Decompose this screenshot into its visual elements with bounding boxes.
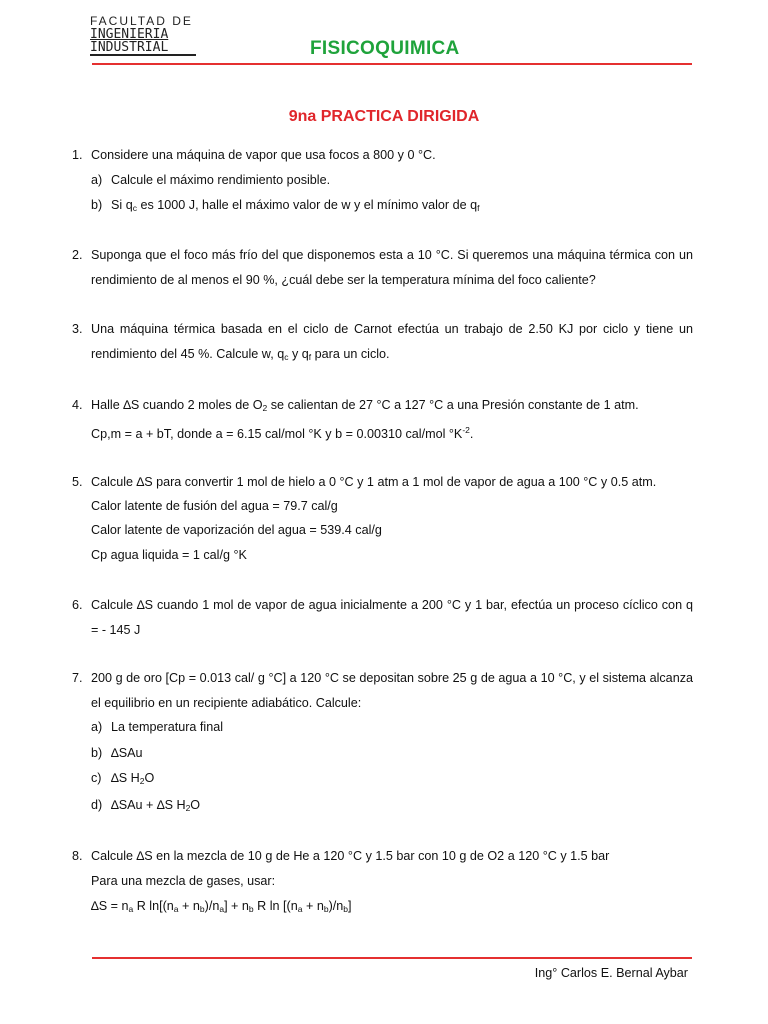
- q2-number: 2.: [72, 248, 83, 262]
- q1-b-text: Si $q_c$ es 1000 J, halle el máximo valor de w y el mínimo valor de $q_f$: [111, 198, 480, 213]
- q4-number: 4.: [72, 398, 83, 412]
- q7-line-2: el equilibrio en un recipiente adiabático. Calcule:: [91, 696, 362, 710]
- q7-d-label: d): [91, 798, 103, 812]
- logo-line-3: INDUSTRIAL: [90, 41, 196, 56]
- q7-b-text: ∆SAu: [111, 746, 143, 760]
- q7-d-text: ∆SAu + ∆S $H_2O$: [111, 798, 201, 813]
- q3-line-1: Una máquina térmica basada en el ciclo de Carnot efectúa un trabajo de 2.50 KJ por ciclo y tiene un: [91, 322, 693, 336]
- logo-line-1: FACULTAD DE: [90, 14, 193, 28]
- q5-number: 5.: [72, 475, 83, 489]
- practice-title: 9na PRACTICA DIRIGIDA: [288, 108, 480, 125]
- q1-a-text: Calcule el máximo rendimiento posible.: [111, 173, 331, 187]
- q3-number: 3.: [72, 322, 83, 336]
- logo-line-2: INGENIERIA: [90, 27, 169, 42]
- author-signature: Ing° Carlos E. Bernal Aybar: [534, 966, 688, 980]
- q7-a-text: La temperatura final: [111, 720, 224, 734]
- q4-line-1: Halle ∆S cuando 2 moles de $O_2$ se calientan de 27 °C a 127 °C a una Presión constante de 1 atm.: [91, 398, 639, 413]
- footer-rule: [92, 957, 692, 959]
- course-title: FISICOQUIMICA: [310, 38, 460, 59]
- q1-a-label: a): [91, 173, 103, 187]
- q7-line-1: 200 g de oro [Cp = 0.013 cal/ g °C] a 120 °C se depositan sobre 25 g de agua a 10 °C, y el sistema alcanza: [91, 671, 693, 685]
- q7-number: 7.: [72, 671, 83, 685]
- q4-line-2: Cp,m = a + bT, donde a = 6.15 cal/mol °K y b = 0.00310 cal/mol $^\circ K^{-2}$.: [91, 425, 474, 441]
- faculty-logo: [90, 14, 200, 58]
- q6-number: 6.: [72, 598, 83, 612]
- q3-line-2: rendimiento del 45 %. Calcule w, $q_c$ y $q_f$ para un ciclo.: [91, 347, 390, 362]
- q7-a-label: a): [91, 720, 103, 734]
- q5-line-2: Calor latente de fusión del agua = 79.7 cal/g: [91, 499, 338, 513]
- q8-line-1: Calcule ∆S en la mezcla de 10 g de He a 120 °C y 1.5 bar con 10 g de O2 a 120 °C y 1.5 bar: [91, 849, 610, 863]
- q8-formula: $\Delta S = n_a$ R $\ln[(n_a + n_b)/n_a] + n_b$ R $\ln [(n_a + n_b)/n_b]$: [91, 899, 352, 914]
- q8-number: 8.: [72, 849, 83, 863]
- q7-b-label: b): [91, 746, 103, 760]
- q1-number: 1.: [72, 148, 83, 162]
- q1-text: Considere una máquina de vapor que usa focos a 800 y 0 °C.: [91, 148, 436, 162]
- q5-line-4: Cp agua liquida = 1 cal/g °K: [91, 548, 247, 562]
- q5-line-1: Calcule ∆S para convertir 1 mol de hielo a 0 °C y 1 atm a 1 mol de vapor de agua a 100 °C y 0.5 atm.: [91, 475, 657, 489]
- q6-line-1: Calcule ∆S cuando 1 mol de vapor de agua inicialmente a 200 °C y 1 bar, efectúa un proceso cíclico con q: [91, 598, 693, 612]
- q5-line-3: Calor latente de vaporización del agua = 539.4 cal/g: [91, 523, 382, 537]
- q2-line-1: Suponga que el foco más frío del que disponemos esta a 10 °C. Si queremos una máquina térmica con un: [91, 248, 693, 262]
- q1-b-label: b): [91, 198, 103, 212]
- q8-line-2: Para una mezcla de gases, usar:: [91, 874, 276, 888]
- q7-c-label: c): [91, 771, 102, 785]
- header-rule: [92, 63, 692, 65]
- q7-c-text: ∆S $H_2O$: [111, 771, 155, 786]
- q6-line-2: = - 145 J: [91, 623, 141, 637]
- q2-line-2: rendimiento de al menos el 90 %, ¿cuál debe ser la temperatura mínima del foco caliente?: [91, 273, 596, 287]
